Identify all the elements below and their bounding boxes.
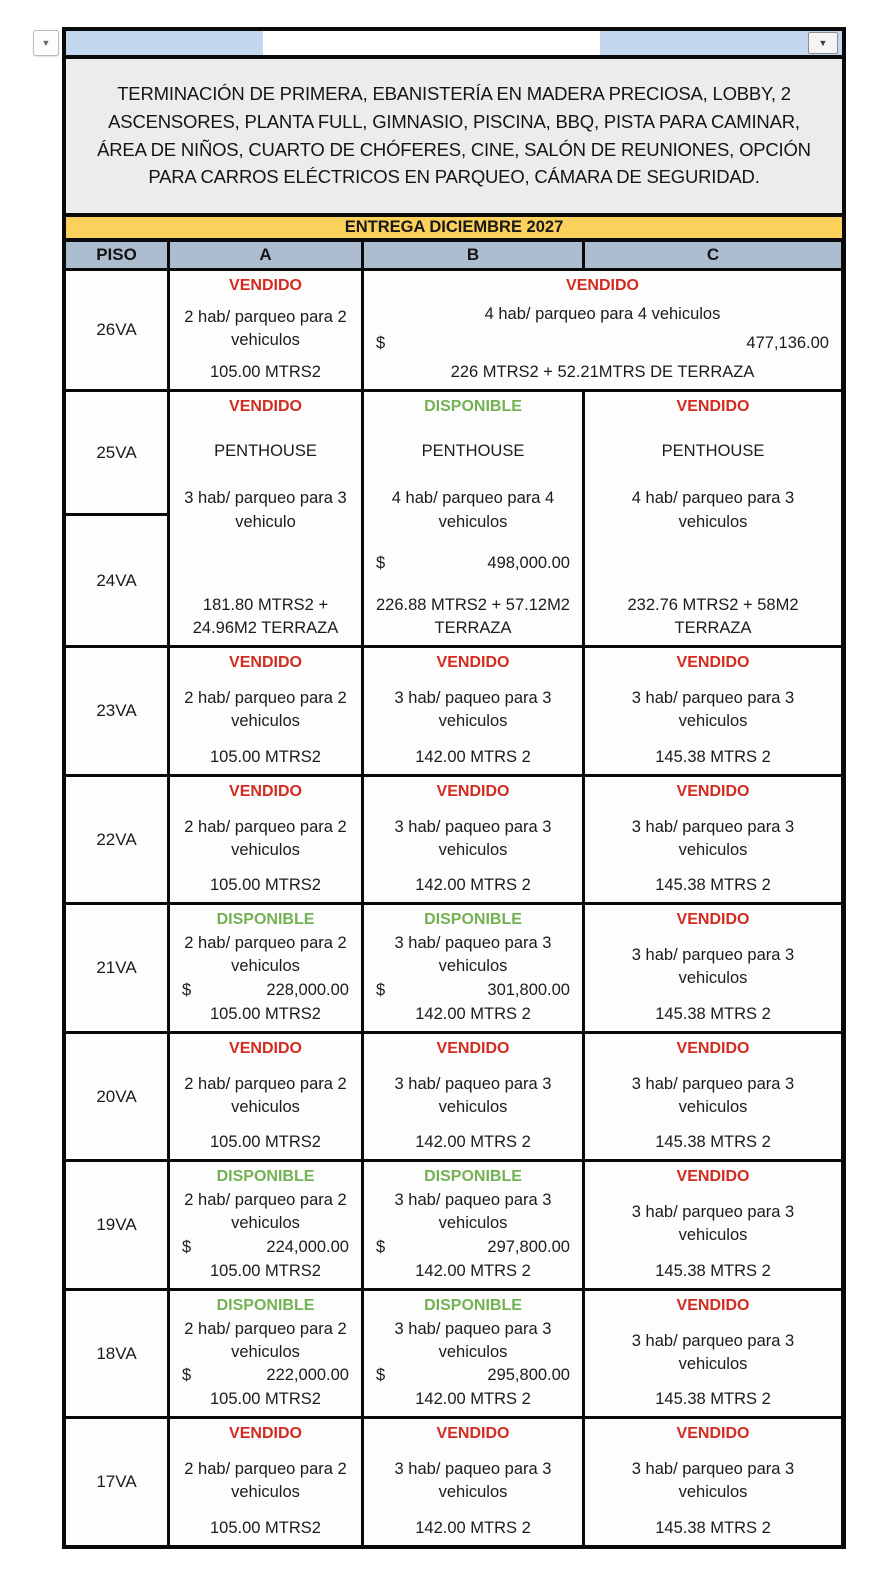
cell-25-24-c [585,392,841,645]
status-label: VENDIDO [676,654,750,671]
document-body [62,27,846,1549]
unit-area: 232.76 MTRS2 + 58M2 TERRAZA [627,595,799,637]
floor-label-25va: 25VA [66,392,167,513]
spreadsheet-combobox[interactable] [62,27,846,59]
status-label: DISPONIBLE [216,1168,315,1185]
status-label: DISPONIBLE [424,1168,522,1185]
dropdown-arrow-icon: ▼ [818,38,828,48]
floor-label-19va: 19VA [66,1162,167,1288]
status-label: VENDIDO [676,398,750,415]
price-amount: 224,000.00 [266,1238,349,1257]
unit-description: 2 hab/ parqueo para 2 vehiculos [184,934,347,976]
unit-area: 145.38 MTRS 2 [655,1132,771,1151]
status-label: VENDIDO [436,1425,510,1442]
unit-area: 145.38 MTRS 2 [655,1261,771,1280]
unit-area: 105.00 MTRS2 [210,747,321,766]
cell-21va-a [170,905,361,1031]
cell-26va-a [170,271,361,389]
cell-20va-c [585,1034,841,1159]
unit-description: 3 hab/ parqueo para 3 vehiculos [631,1331,795,1373]
cell-17va-b [364,1419,582,1545]
status-label: VENDIDO [229,654,302,671]
status-label: VENDIDO [676,911,750,928]
unit-area: 142.00 MTRS 2 [415,1132,531,1151]
currency-symbol: $ [182,1238,192,1257]
unit-area: 105.00 MTRS2 [210,1004,321,1023]
unit-description: 3 hab/ paqueo para 3 vehiculos [394,1191,552,1233]
unit-description: 3 hab/ paqueo para 3 vehiculos [394,1319,552,1361]
status-label: DISPONIBLE [216,1297,315,1314]
unit-description: 4 hab/ parqueo para 3 vehiculos [631,489,795,531]
unit-area: 226 MTRS2 + 52.21MTRS DE TERRAZA [450,362,755,381]
unit-area: 145.38 MTRS 2 [655,1518,771,1537]
status-label: VENDIDO [676,783,750,800]
currency-symbol: $ [182,1366,192,1385]
outer-dropdown-button[interactable] [33,30,59,56]
floor-label-22va: 22VA [66,777,167,902]
cell-18va-c [585,1291,841,1416]
unit-description: 3 hab/ paqueo para 3 vehiculos [394,817,552,859]
delivery-banner: ENTREGA DICIEMBRE 2027 [62,213,846,242]
price-row [368,332,837,355]
unit-description: 4 hab/ parqueo para 4 vehiculos [484,305,721,324]
floor-label-20va: 20VA [66,1034,167,1159]
unit-area: 142.00 MTRS 2 [415,875,531,894]
combobox-input[interactable] [263,31,600,55]
unit-type: PENTHOUSE [661,442,765,461]
price-row [368,552,578,575]
price-amount: 297,800.00 [487,1238,570,1257]
floor-label-24va: 24VA [66,516,167,645]
unit-area: 145.38 MTRS 2 [655,747,771,766]
unit-area: 105.00 MTRS2 [210,1389,321,1408]
price-amount: 222,000.00 [266,1366,349,1385]
unit-area: 142.00 MTRS 2 [415,1004,531,1023]
unit-description: 3 hab/ parqueo para 3 vehiculos [631,1074,795,1116]
unit-description: 3 hab/ parqueo para 3 vehiculos [631,1203,795,1245]
status-label: DISPONIBLE [424,911,522,928]
currency-symbol: $ [376,334,386,353]
unit-area: 142.00 MTRS 2 [415,1389,531,1408]
price-amount: 295,800.00 [487,1366,570,1385]
unit-description: 2 hab/ parqueo para 2 vehiculos [184,1191,347,1233]
status-label: VENDIDO [436,783,510,800]
dropdown-arrow-icon: ▼ [41,38,51,48]
unit-description: 2 hab/ parqueo para 2 vehiculos [184,1460,347,1502]
status-label: VENDIDO [229,277,302,294]
cell-20va-b [364,1034,582,1159]
cell-19va-b [364,1162,582,1288]
price-row [174,1364,357,1387]
unit-area: 145.38 MTRS 2 [655,1004,771,1023]
floor-label-17va: 17VA [66,1419,167,1545]
status-label: VENDIDO [229,398,302,415]
status-label: VENDIDO [229,783,302,800]
unit-type: PENTHOUSE [421,442,525,461]
price-amount: 301,800.00 [487,981,570,1000]
price-row [368,1236,578,1259]
unit-description: 3 hab/ paqueo para 3 vehiculos [394,1460,552,1502]
column-header-a: A [170,242,361,268]
unit-area: 105.00 MTRS2 [210,1518,321,1537]
cell-25-24-a [170,392,361,645]
cell-19va-a [170,1162,361,1288]
currency-symbol: $ [376,554,386,573]
unit-type: PENTHOUSE [214,442,317,461]
unit-description: 3 hab/ parqueo para 3 vehiculos [631,817,795,859]
unit-description: 2 hab/ parqueo para 2 vehiculos [184,817,347,859]
cell-20va-a [170,1034,361,1159]
column-header-b: B [364,242,582,268]
unit-description: 3 hab/ paqueo para 3 vehiculos [394,689,552,731]
cell-18va-b [364,1291,582,1416]
cell-23va-b [364,648,582,774]
unit-description: 2 hab/ parqueo para 2 vehiculos [184,308,347,350]
price-row [174,1236,357,1259]
currency-symbol: $ [376,1238,386,1257]
cell-25-24-b [364,392,582,645]
status-label: DISPONIBLE [424,1297,522,1314]
price-row [174,979,357,1002]
column-header-piso: PISO [66,242,167,268]
unit-area: 226.88 MTRS2 + 57.12M2 TERRAZA [376,595,570,637]
currency-symbol: $ [182,981,192,1000]
floor-label-26va: 26VA [66,271,167,389]
currency-symbol: $ [376,1366,386,1385]
combobox-dropdown-button[interactable] [808,32,838,54]
unit-description: 3 hab/ parqueo para 3 vehiculos [631,1460,795,1502]
status-label: VENDIDO [676,1297,750,1314]
unit-description: 3 hab/ parqueo para 3 vehiculos [631,946,795,988]
floor-label-23va: 23VA [66,648,167,774]
cell-21va-c [585,905,841,1031]
cell-26va-bc [364,271,841,389]
price-amount: 228,000.00 [266,981,349,1000]
price-amount: 477,136.00 [746,334,829,353]
unit-description: 2 hab/ parqueo para 2 vehiculos [184,1074,347,1116]
cell-22va-a [170,777,361,902]
price-amount: 498,000.00 [487,554,570,573]
unit-description: 3 hab/ parqueo para 3 vehiculos [631,689,795,731]
unit-description: 3 hab/ paqueo para 3 vehiculos [394,1074,552,1116]
cell-19va-c [585,1162,841,1288]
unit-description: 3 hab/ paqueo para 3 vehiculos [394,934,552,976]
unit-area: 105.00 MTRS2 [210,1261,321,1280]
unit-area: 142.00 MTRS 2 [415,747,531,766]
unit-description: 4 hab/ parqueo para 4 vehiculos [391,489,555,531]
unit-area: 142.00 MTRS 2 [415,1518,531,1537]
price-row [368,1364,578,1387]
cell-17va-c [585,1419,841,1545]
unit-description: 2 hab/ parqueo para 2 vehiculos [184,689,347,731]
status-label: VENDIDO [566,277,639,294]
cell-23va-c [585,648,841,774]
unit-area: 145.38 MTRS 2 [655,1389,771,1408]
currency-symbol: $ [376,981,386,1000]
cell-22va-c [585,777,841,902]
cell-21va-b [364,905,582,1031]
cell-18va-a [170,1291,361,1416]
floor-label-18va: 18VA [66,1291,167,1416]
cell-23va-a [170,648,361,774]
status-label: VENDIDO [229,1425,302,1442]
status-label: VENDIDO [436,1040,510,1057]
status-label: DISPONIBLE [216,911,315,928]
unit-area: 145.38 MTRS 2 [655,875,771,894]
column-header-c: C [585,242,841,268]
unit-description: 2 hab/ parqueo para 2 vehiculos [184,1319,347,1361]
building-amenities-description: TERMINACIÓN DE PRIMERA, EBANISTERÍA EN MADERA PRECIOSA, LOBBY, 2 ASCENSORES, PLANTA FULL, GIMNASIO, PISCINA, BBQ, PISTA PARA CAMINAR, ÁREA DE NIÑOS, CUARTO DE CHÓFERES, CINE, SALÓN DE REUNIONES, OPCIÓN PARA CARROS ELÉCTRICOS EN PARQUEO, CÁMARA DE SEGURIDAD. [62,55,846,217]
status-label: VENDIDO [229,1040,302,1057]
status-label: VENDIDO [676,1168,750,1185]
unit-area: 181.80 MTRS2 + 24.96M2 TERRAZA [192,595,339,637]
cell-17va-a [170,1419,361,1545]
unit-area: 105.00 MTRS2 [210,875,321,894]
unit-area: 142.00 MTRS 2 [415,1261,531,1280]
status-label: VENDIDO [676,1425,750,1442]
status-label: VENDIDO [676,1040,750,1057]
unit-area: 105.00 MTRS2 [210,362,321,381]
cell-22va-b [364,777,582,902]
price-row [368,979,578,1002]
status-label: DISPONIBLE [424,398,522,415]
unit-description: 3 hab/ parqueo para 3 vehiculo [184,489,347,531]
unit-area: 105.00 MTRS2 [210,1132,321,1151]
status-label: VENDIDO [436,654,510,671]
availability-table [62,238,846,1549]
floor-label-21va: 21VA [66,905,167,1031]
